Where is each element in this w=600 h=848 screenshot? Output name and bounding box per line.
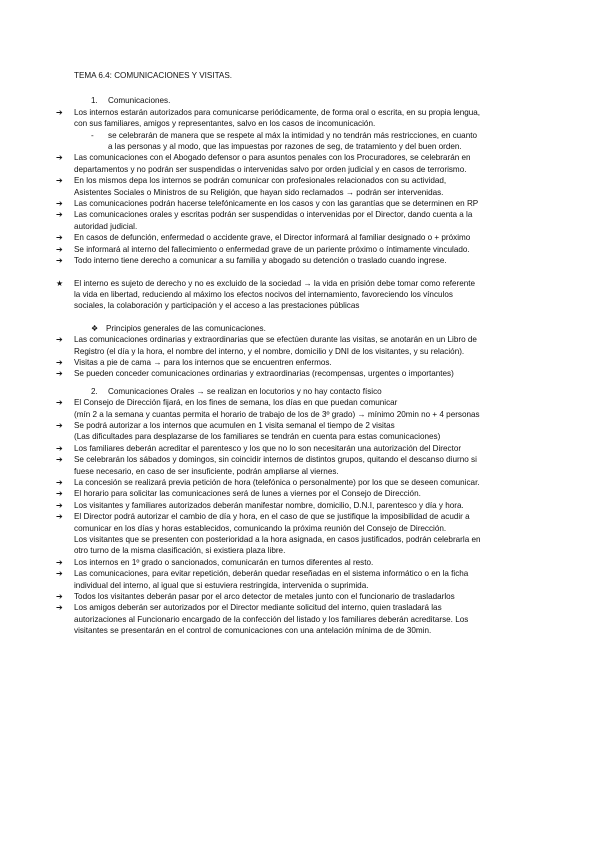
list-item: ➔ La concesión se realizará previa petición de hora (telefónica o personalmente) por los que se deseen comunicar. bbox=[56, 478, 480, 487]
list-item: ➔ El Consejo de Dirección fijará, en los fines de semana, los días en que puedan comunicar (mín 2 a la semana y cuantas permita el horario de trabajo de los de 3º grado) → mínimo 20min no + 4 personas bbox=[56, 398, 480, 419]
section-heading-comunicaciones-orales: 2. Comunicaciones Orales → se realizan en locutorios y no hay contacto físico bbox=[91, 386, 382, 396]
dash-bullet-icon: - bbox=[91, 130, 94, 140]
arrow-bullet-icon: ➔ bbox=[56, 569, 63, 579]
list-item: ➔ Visitas a pie de cama → para los internos que se encuentren enfermos. bbox=[56, 357, 332, 367]
list-item: ➔ Las comunicaciones con el Abogado defensor o para asuntos penales con los Procuradores, se celebrarán en departamentos y no podrán ser suspendidas o intervenidas salvo por orden judicial y en casos de terrorismo. bbox=[56, 153, 471, 174]
list-item: ➔ Los internos en 1º grado o sancionados, comunicarán en turnos diferentes al resto. bbox=[56, 557, 374, 567]
arrow-bullet-icon: ➔ bbox=[56, 233, 63, 243]
arrow-bullet-icon: ➔ bbox=[56, 478, 63, 487]
arrow-bullet-icon: ➔ bbox=[56, 512, 63, 522]
list-item: ➔ Los visitantes y familiares autorizados deberán manifestar nombre, domicilio, D.N.I, parentesco y día y hora. bbox=[56, 500, 464, 510]
arrow-bullet-icon: ➔ bbox=[56, 420, 63, 430]
arrow-bullet-icon: ➔ bbox=[56, 500, 63, 510]
list-item: ➔ Se podrá autorizar a los internos que acumulen en 1 visita semanal el tiempo de 2 visitas (Las dificultades para desplazarse de los familiares se tendrán en cuenta para estas comunicaciones) bbox=[56, 420, 441, 442]
arrow-bullet-icon: ➔ bbox=[56, 244, 63, 254]
list-item: ➔ El horario para solicitar las comunicaciones será de lunes a viernes por el Consejo de Dirección. bbox=[56, 489, 421, 499]
arrow-bullet-icon: ➔ bbox=[56, 153, 63, 163]
sub-list-item: - se celebrarán de manera que se respete al máx la intimidad y no tendrán más restricciones, en cuanto a las personas y al modo, que las impuestas por razones de seg, de tratamiento y del buen orden. bbox=[91, 130, 477, 152]
list-item: ➔ El Director podrá autorizar el cambio de día y hora, en el caso de que se justifique la imposibilidad de acudir a comunicar en los días y horas establecidos, comunicando la próxima reunión del Consejo de Dirección. Los visitantes que se presenten con posterioridad a la hora asignada, en casos justificados, podrán celebrarla en otro turno de la misma clasificación, si existiera plaza libre. bbox=[56, 512, 481, 556]
arrow-bullet-icon: ➔ bbox=[56, 603, 63, 613]
list-item: ➔ Las comunicaciones podrán hacerse telefónicamente en los casos y con las garantías que se determinen en RP bbox=[56, 199, 479, 209]
diamond-bullet-icon: ❖ bbox=[91, 323, 99, 333]
document-content bbox=[56, 70, 526, 637]
list-item: ➔ Se pueden conceder comunicaciones ordinarias y extraordinarias (recompensas, urgentes o importantes) bbox=[56, 369, 454, 379]
list-item: ➔ En los mismos depa los internos se podrán comunicar con profesionales relacionados con su actividad, Asistentes Sociales o Ministros de su Religión, que hayan sido reclamados → podrán ser intervenidas. bbox=[56, 176, 447, 197]
section-heading-comunicaciones: 1. Comunicaciones. bbox=[91, 96, 171, 106]
arrow-bullet-icon: ➔ bbox=[56, 210, 63, 220]
arrow-bullet-icon: ➔ bbox=[56, 107, 63, 117]
arrow-bullet-icon: ➔ bbox=[56, 443, 63, 453]
section-heading-principios: ❖ Principios generales de las comunicaciones. bbox=[91, 323, 266, 333]
arrow-bullet-icon: ➔ bbox=[56, 557, 63, 567]
arrow-bullet-icon: ➔ bbox=[56, 335, 63, 345]
list-item: ➔ Los internos estarán autorizados para comunicarse periódicamente, de forma oral o escrita, en su propia lengua, con sus familiares, amigos y representantes, salvo en los casos de incomunicación. bbox=[56, 107, 481, 129]
arrow-bullet-icon: ➔ bbox=[56, 357, 63, 367]
list-item: ➔ Todo interno tiene derecho a comunicar a su familia y abogado su detención o traslado cuando ingrese. bbox=[56, 256, 447, 266]
document-title: TEMA 6.4: COMUNICACIONES Y VISITAS. bbox=[74, 71, 233, 80]
arrow-bullet-icon: ➔ bbox=[56, 256, 63, 266]
arrow-bullet-icon: ➔ bbox=[56, 199, 63, 209]
arrow-bullet-icon: ➔ bbox=[56, 592, 63, 602]
list-item: ➔ Las comunicaciones ordinarias y extraordinarias que se efectúen durante las visitas, se anotarán en un Libro de Registro (el día y la hora, el nombre del interno, y el nombre, domicilio y DNI de los visitantes, y su relación). bbox=[56, 335, 477, 356]
list-item: ➔ Se informará al interno del fallecimiento o enfermedad grave de un pariente próximo o íntimamente vinculado. bbox=[56, 244, 470, 254]
list-item: ➔ Las comunicaciones, para evitar repetición, deberán quedar reseñadas en el sistema informático o en la ficha individual del interno, al igual que si estuviera restringida, intervenida o suprimida. bbox=[56, 569, 469, 590]
arrow-bullet-icon: ➔ bbox=[56, 455, 63, 465]
arrow-bullet-icon: ➔ bbox=[56, 176, 63, 186]
list-item: ➔ Los amigos deberán ser autorizados por el Director mediante solicitud del interno, quien trasladará las autorizaciones al Funcionario encargado de la confección del listado y los familiares deberán acreditarse. Los visitantes se presentarán en el control de comunicaciones con una antelación mínima de de 30min. bbox=[56, 603, 469, 636]
list-item: ➔ Las comunicaciones orales y escritas podrán ser suspendidas o intervenidas por el Director, dando cuenta a la autoridad judicial. bbox=[56, 210, 473, 231]
list-item: ➔ Los familiares deberán acreditar el parentesco y los que no lo son necesitarán una autorización del Director bbox=[56, 443, 462, 453]
arrow-bullet-icon: ➔ bbox=[56, 489, 63, 499]
star-bullet-icon: ★ bbox=[56, 278, 64, 288]
arrow-bullet-icon: ➔ bbox=[56, 369, 63, 379]
star-note: ★ El interno es sujeto de derecho y no es excluido de la sociedad → la vida en prisión debe tomar como referente la vida en libertad, reduciendo al máximo los efectos nocivos del internamiento, favoreciendo los vínculos sociales, la colaboración y participación y el acceso a las prestaciones públicas bbox=[56, 278, 476, 311]
list-item: ➔ Se celebrarán los sábados y domingos, sin coincidir internos de distintos grupos, quitando el descanso diurno si fuese necesario, en caso de ser insuficiente, podrán ampliarse al viernes. bbox=[56, 455, 477, 476]
list-item: ➔ En casos de defunción, enfermedad o accidente grave, el Director informará al familiar designado o + próximo bbox=[56, 233, 471, 243]
arrow-bullet-icon: ➔ bbox=[56, 398, 63, 408]
list-item: ➔ Todos los visitantes deberán pasar por el arco detector de metales junto con el funcionario de trasladarlos bbox=[56, 592, 455, 602]
